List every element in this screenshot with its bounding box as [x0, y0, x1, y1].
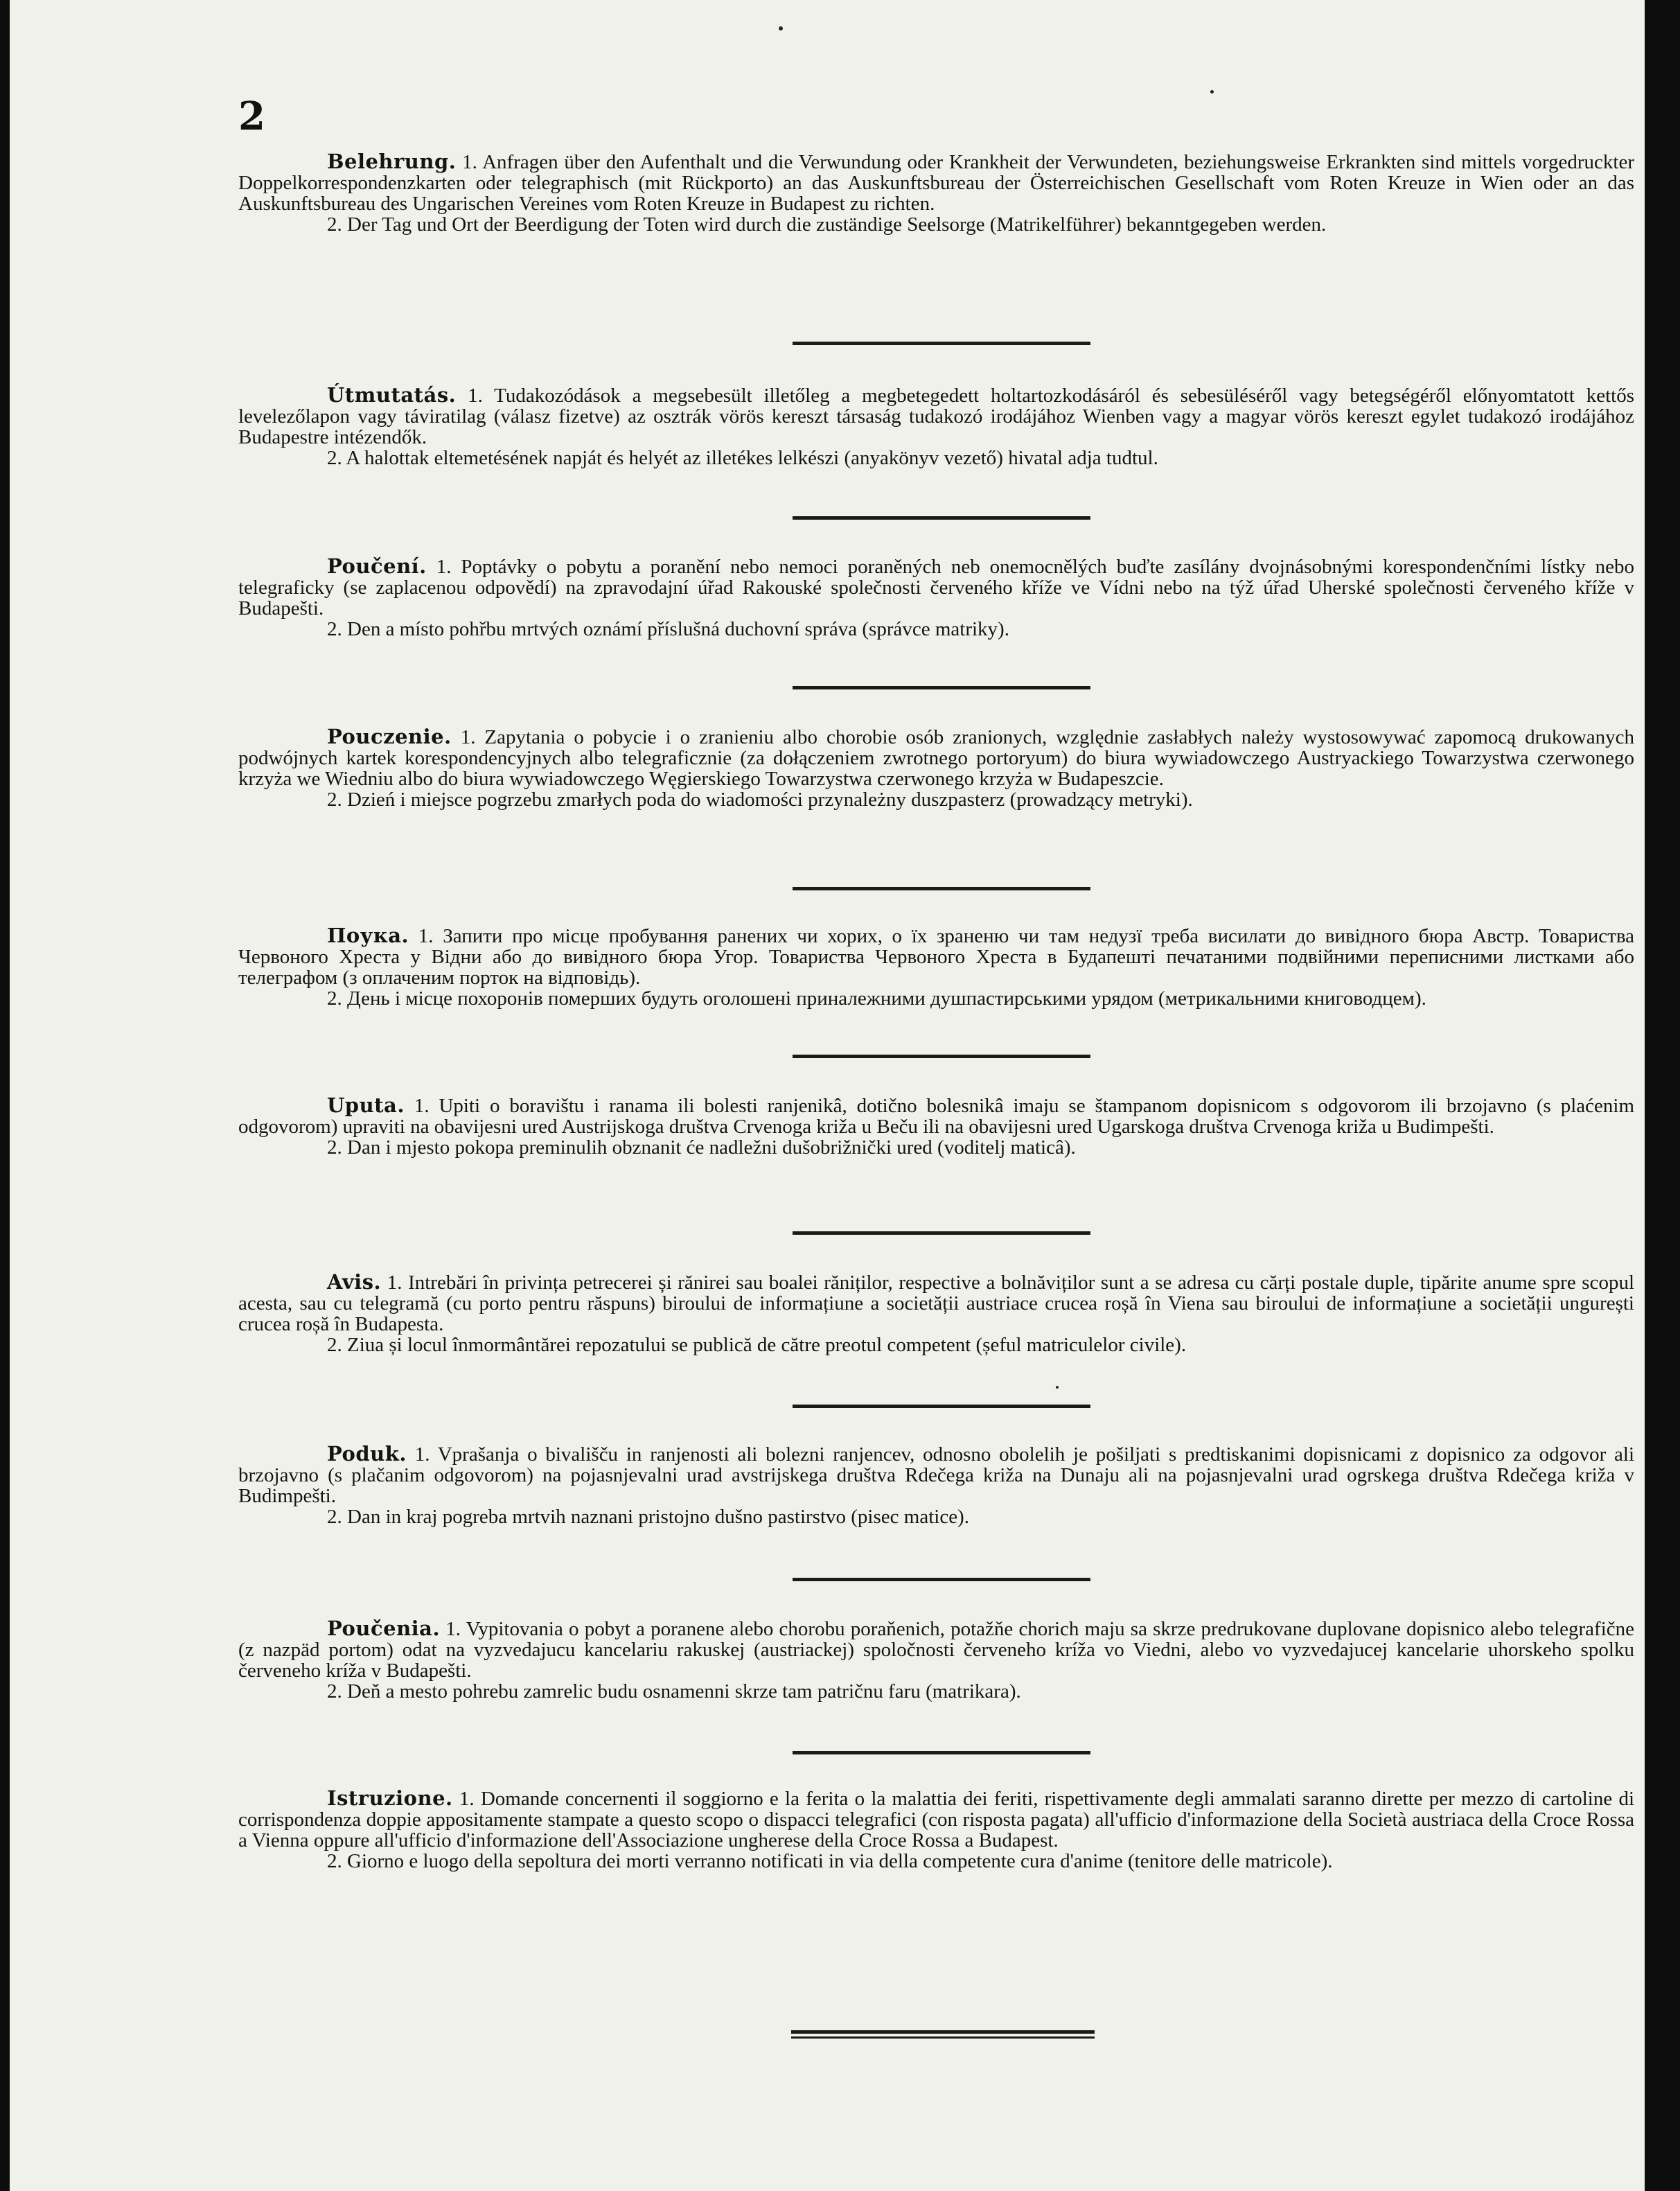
scan-speck: [1210, 90, 1214, 94]
section-heading: Avis.: [327, 1270, 382, 1294]
section-text: 1. Anfragen über den Aufenthalt und die Verwundung oder Krankheit der Verwundeten, beziehungsweise Erkrankten sind mittels vorgedruckter Doppelkorrespondenzkarten oder telegraphisch (mit Rückporto) an das Auskunftsbureau der Österreichischen Gesellschaft vom Roten Kreuze in Wien oder an das Auskunftsbureau des Ungarischen Vereines vom Roten Kreuze in Budapest zu richten.: [238, 151, 1634, 215]
section-divider: [793, 887, 1090, 890]
section-czech: [238, 556, 1634, 640]
closing-double-rule: [791, 2030, 1095, 2034]
section-slovenian: [238, 1443, 1634, 1527]
section-paragraph-2: 2. Den a místo pohřbu mrtvých oznámí příslušná duchovní správa (správce matriky).: [327, 618, 1009, 640]
section-divider: [793, 1231, 1090, 1235]
section-paragraph-2: 2. Dzień i miejsce pogrzebu zmarłych poda do wiadomości przynależny duszpasterz (prowadzący metryki).: [327, 789, 1193, 811]
section-paragraph-2: 2. Dan i mjesto pokopa preminulih obznanit će nadležni dušobrižnički ured (voditelj maticâ).: [327, 1136, 1076, 1159]
section-paragraph-2: 2. Giorno e luogo della sepoltura dei morti verranno notificati in via della competente cura d'anime (tenitore delle matricole).: [327, 1850, 1333, 1872]
section-heading: Uputa.: [327, 1093, 405, 1117]
section-paragraph-2: 2. Dan in kraj pogreba mrtvih naznani pristojno dušno pastirstvo (pisec matice).: [327, 1506, 969, 1528]
section-divider: [793, 1751, 1090, 1754]
scan-speck: [779, 26, 783, 30]
document-page: [10, 0, 1645, 2191]
section-heading: Poučenia.: [327, 1617, 441, 1640]
section-text: 1. Domande concernenti il soggiorno e la ferita o la malattia dei feriti, rispettivamente degli ammalati saranno dirette per mezzo di cartoline di corrispondenza doppie appositamente stampate a questo scopo o dispacci telegrafici (con risposta pagata) all'ufficio d'informazione della Società austriaca della Croce Rossa a Vienna oppure all'ufficio d'informazione dell'Associazione ungherese della Croce Rossa a Budapest.: [238, 1788, 1634, 1851]
section-divider: [793, 516, 1090, 520]
section-heading: Poduk.: [327, 1442, 407, 1466]
section-paragraph-2: 2. День і місце похоронів померших будуть оголошені приналежними душпастирськими урядом (метрикальними книговодцем).: [327, 987, 1426, 1010]
section-paragraph-1: [238, 726, 1634, 789]
section-divider: [793, 342, 1090, 345]
section-divider: [793, 1578, 1090, 1581]
section-text: 1. Vprašanja o bivališču in ranjenosti ali bolezni ranjencev, odnosno obolelih je pošiljati s predtiskanimi dopisnicami z dopisnico za odgovor ali brzojavno (s plačanim odgovorom) na pojasnjevalni urad avstrijskega društva Rdečega križa na Dunaju ali na pojasnjevalni urad ogrskega društva Rdečega križa v Budimpešti.: [238, 1443, 1635, 1507]
section-paragraph-2: 2. Ziua și locul înmormântărei repozatului se publică de către preotul competent (șeful matriculelor civile).: [327, 1334, 1187, 1356]
section-text: 1. Intrebări în privința petrecerei și rănirei sau boalei răniților, respective a bolnăviților sunt a se adresa cu cărți postale duple, tipărite anume spre scopul acesta, sau cu telegramă (cu porto pentru răspuns) biroului de informațiune a societății austriace crucea roșă în Viena sau biroului de informațiune a societății ungurești crucea roșă în Budapesta.: [238, 1272, 1635, 1335]
section-divider: [793, 1405, 1090, 1408]
section-text: 1. Vypitovania o pobyt a poranene alebo chorobu poraňenich, potažňe chorich maju sa skrze predrukovane duplovane dopisnico alebo telegrafične (z nazpäd portom) odat na vyzvedajucu kancelariu rakuskej (austriackej) spoločnosti červeneho kríža vo Viedni, alebo vo vyzvedajucej kancelarie uhorskeho spolku červeneho kríža v Budapešti.: [238, 1618, 1634, 1682]
section-paragraph-1: [238, 1618, 1634, 1681]
section-heading: Поука.: [327, 924, 409, 947]
section-paragraph-1: [238, 151, 1634, 214]
section-divider: [793, 1055, 1090, 1058]
section-german: [238, 151, 1634, 235]
section-text: 1. Upiti o boravištu i ranama ili bolesti ranjenikâ, dotično bolesnikâ imaju se štampanom dopisnicom s odgovorom ili brzojavno (s plaćenim odgovorom) upraviti na obavijesni ured Austrijskoga društva Crvenoga križa u Beču ili na obavijesni ured Ugarskoga društva Crvenoga križa u Budimpešti.: [238, 1095, 1635, 1138]
section-paragraph-1: [238, 1788, 1634, 1851]
section-romanian: [238, 1272, 1634, 1355]
section-paragraph-1: [238, 1443, 1634, 1506]
section-heading: Belehrung.: [327, 150, 457, 173]
section-heading: Útmutatás.: [327, 383, 457, 407]
section-ukrainian: [238, 925, 1634, 1009]
section-italian: [238, 1788, 1634, 1872]
scan-speck: [1056, 1386, 1059, 1389]
section-paragraph-2: 2. Der Tag und Ort der Beerdigung der Toten wird durch die zuständige Seelsorge (Matrikelführer) bekanntgegeben werden.: [327, 213, 1327, 236]
section-text: 1. Poptávky o pobytu a poranění nebo nemoci poraněných neb onemocnělých buďte zasílány dvojnásobnými korespondenčními lístky nebo telegraficky (se zaplacenou odpovědí) na zpravodajní úřad Rakouské společnosti červeného kříže ve Vídni nebo na týž úřad Uherské společnosti červeného kříže v Budapešti.: [238, 556, 1635, 619]
section-paragraph-1: [238, 1272, 1634, 1335]
section-text: 1. Tudakozódások a megsebesült illetőleg a megbetegedett holtartozkodásáról és sebesüléséről vagy betegségéről előnyomtatott kettős levelezőlapon vagy táviratilag (válasz fizetve) az osztrák vörös kereszt társaság tudakozó irodájához Wienben vagy a magyar vörös kereszt egylet tudakozó irodájához Budapestre intézendők.: [238, 385, 1635, 448]
section-paragraph-1: [238, 1095, 1634, 1137]
section-paragraph-2: 2. A halottak eltemetésének napját és helyét az illetékes lelkészi (anyakönyv vezető) hivatal adja tudtul.: [327, 447, 1158, 469]
section-text: 1. Запити про місце пробування ранених чи хорих, о їх зраненю чи там недузї треба висилати до вивідного бюра Австр. Товариства Червоного Хреста у Відни або до вивідного бюра Угор. Товариства Червоного Хреста в Будапешті печатаними подвійними переписними листками або телеграфом (з оплаченим порток на відповідь).: [238, 925, 1635, 989]
section-croatian: [238, 1095, 1634, 1158]
section-heading: Istruzione.: [327, 1786, 453, 1810]
page-number: 2: [238, 94, 265, 139]
section-heading: Pouczenie.: [327, 725, 452, 748]
section-paragraph-2: 2. Deň a mesto pohrebu zamrelic budu osnamenni skrze tam patričnu faru (matrikara).: [327, 1680, 1021, 1702]
section-hungarian: [238, 385, 1634, 468]
section-polish: [238, 726, 1634, 810]
section-paragraph-1: [238, 925, 1634, 988]
section-divider: [793, 686, 1090, 689]
section-paragraph-1: [238, 385, 1634, 448]
section-heading: Poučení.: [327, 554, 427, 578]
section-text: 1. Zapytania o pobycie i o zranieniu albo chorobie osób zranionych, względnie zasłabłych należy wystosowywać zapomocą drukowanych podwójnych kartek korespondencyjnych albo telegraficznie (za dołączeniem zwrotnego portoryum) do biura wywiadowczego Austryackiego Towarzystwa czerwonego krzyża we Wiedniu albo do biura wywiadowczego Węgierskiego Towarzystwa czerwonego krzyża w Budapeszcie.: [238, 726, 1635, 790]
section-slovak: [238, 1618, 1634, 1702]
section-paragraph-1: [238, 556, 1634, 619]
